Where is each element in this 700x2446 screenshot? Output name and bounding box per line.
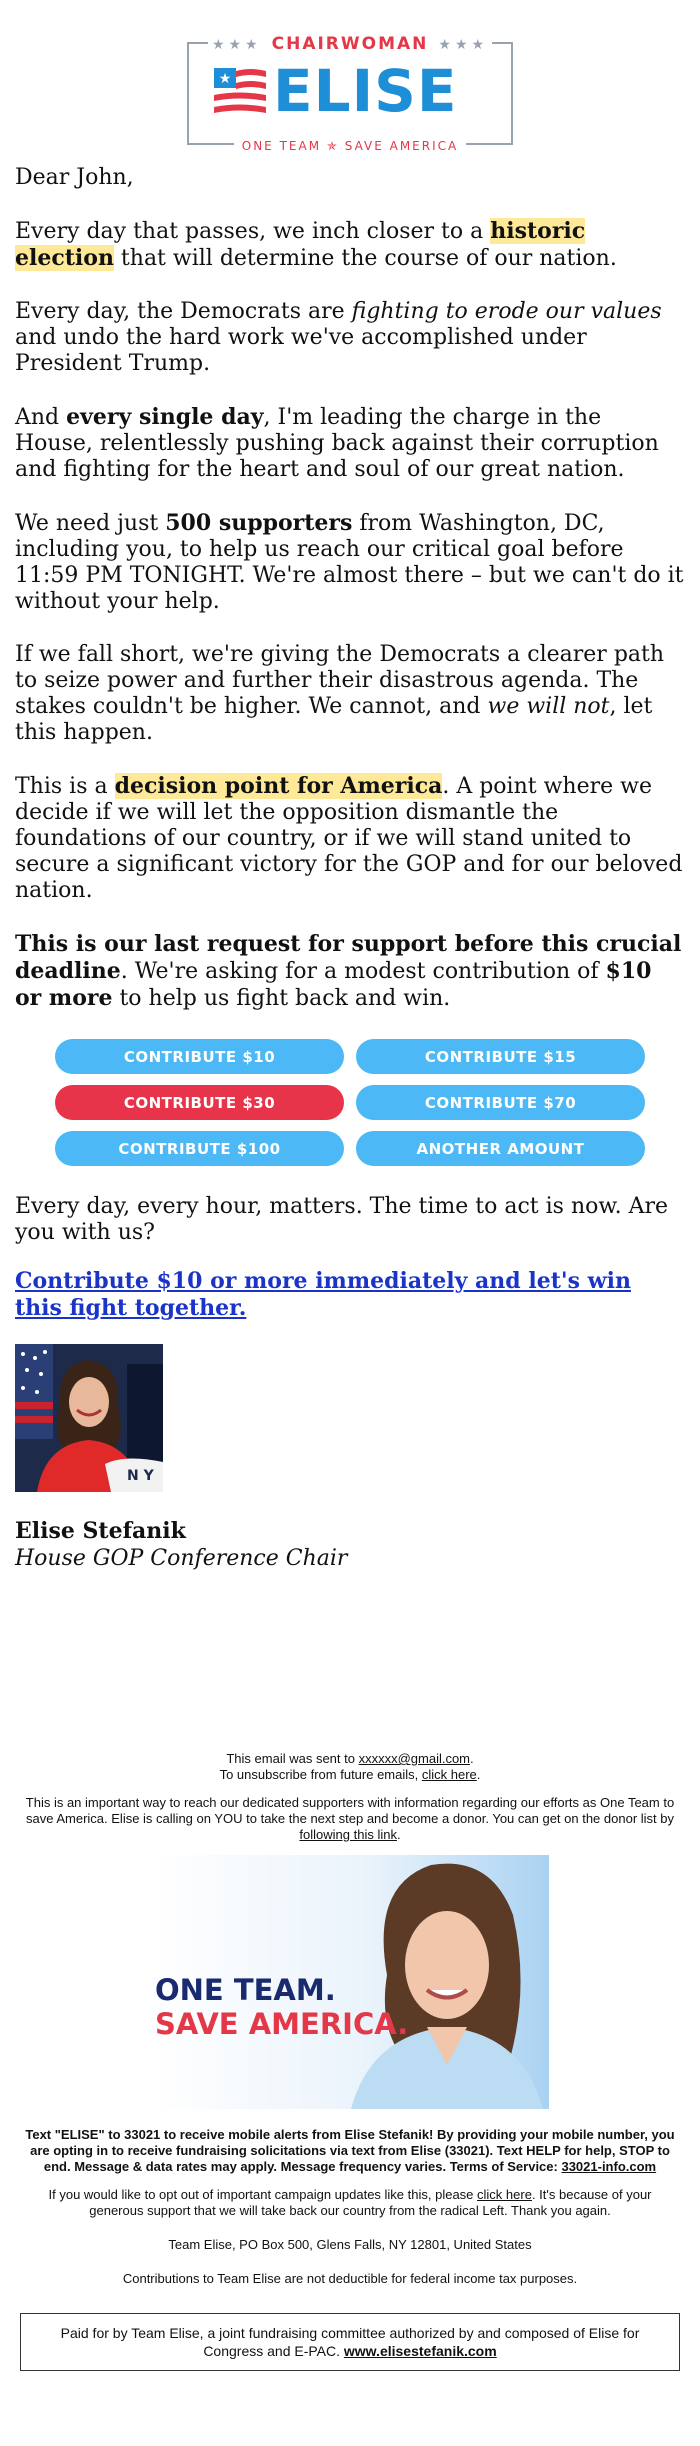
candidate-photo <box>15 1344 163 1492</box>
optout-link[interactable]: click here <box>477 2187 532 2202</box>
star-icons-left: ★★★ <box>208 37 266 53</box>
mailing-address: Team Elise, PO Box 500, Glens Falls, NY 12801, United States <box>168 2237 532 2252</box>
paragraph-8: Every day, every hour, matters. The time to act is now. Are you with us? <box>15 1194 669 1245</box>
contribute-70-button[interactable]: CONTRIBUTE $70 <box>356 1085 645 1120</box>
contribute-30-button[interactable]: CONTRIBUTE $30 <box>55 1085 344 1120</box>
paid-for-box: Paid for by Team Elise, a joint fundraising committee authorized by and composed of Elise for Congress and E-PAC. www.elisestefanik.com <box>20 2313 680 2371</box>
greeting: Dear John, <box>15 165 134 190</box>
svg-text:N Y: N Y <box>127 1468 154 1484</box>
contribute-15-button[interactable]: CONTRIBUTE $15 <box>356 1039 645 1074</box>
banner-line-2: SAVE AMERICA. <box>155 2007 409 2041</box>
paragraph-3: And every single day, I'm leading the charge in the House, relentlessly pushing back against their corruption and fighting for the heart and soul of our great nation. <box>15 404 659 482</box>
logo-tagline: ONE TEAM ✯ SAVE AMERICA <box>234 139 466 153</box>
contribute-link[interactable]: Contribute $10 or more immediately and let's win this fight together. <box>15 1268 631 1321</box>
recipient-email-link[interactable]: xxxxxx@gmail.com <box>358 1751 471 1766</box>
contribution-buttons <box>0 1039 700 1166</box>
highlight-historic-election: historic election <box>15 218 586 271</box>
star-icons-right: ★★★ <box>434 37 492 53</box>
unsubscribe-link[interactable]: click here <box>421 1767 477 1782</box>
paragraph-4: We need just 500 supporters from Washington, DC, including you, to help us reach our critical goal before 11:59 PM TONIGHT. We're almost there – but we can't do it without your help. <box>15 510 684 614</box>
contribute-10-button[interactable]: CONTRIBUTE $10 <box>55 1039 344 1074</box>
paragraph-1: Every day that passes, we inch closer to a historic election that will determine the course of our nation. <box>15 218 617 271</box>
sms-terms-link[interactable]: 33021-info.com <box>561 2159 657 2174</box>
flag-icon <box>214 68 266 118</box>
unsubscribe-line: To unsubscribe from future emails, click here. <box>219 1767 481 1782</box>
logo-chair-label: CHAIRWOMAN <box>266 34 435 54</box>
paragraph-7: This is our last request for support before this crucial deadline. We're asking for a modest contribution of $10 or more to help us fight back and win. <box>15 931 682 1011</box>
sms-disclaimer: Text "ELISE" to 33021 to receive mobile alerts from Elise Stefanik! By providing your mobile number, you are opting in to receive fundraising solicitations via text from Elise (33021). Text HELP for help, STOP to end. Message & data rates may apply. Message frequency varies. Terms of Service: 33021-info.com <box>25 2127 675 2174</box>
paragraph-2: Every day, the Democrats are fighting to erode our values and undo the hard work we've accomplished under President Trump. <box>15 299 662 376</box>
header <box>0 0 700 165</box>
campaign-logo[interactable] <box>187 34 513 153</box>
footer <box>0 1751 700 2371</box>
highlight-decision-point: decision point for America <box>114 773 443 799</box>
signature-name: Elise Stefanik <box>15 1518 186 1544</box>
tax-disclaimer: Contributions to Team Elise are not deductible for federal income tax purposes. <box>122 2271 578 2286</box>
sent-to-line: This email was sent to xxxxxx@gmail.com. <box>226 1751 474 1766</box>
contribute-100-button[interactable]: CONTRIBUTE $100 <box>55 1131 344 1166</box>
donor-paragraph: This is an important way to reach our dedicated supporters with information regarding our efforts as One Team to save America. Elise is calling on YOU to take the next step and become a donor. You can get on the donor list by following this link. <box>25 1795 675 1842</box>
svg-text:★: ★ <box>218 71 232 87</box>
another-amount-button[interactable]: ANOTHER AMOUNT <box>356 1131 645 1166</box>
optout-paragraph: If you would like to opt out of important campaign updates like this, please click here. It's because of your generous support that we will take back our country from the radical Left. Thank you again. <box>48 2187 652 2218</box>
paragraph-5: If we fall short, we're giving the Democrats a clearer path to seize power and further their disastrous agenda. The stakes couldn't be higher. We cannot, and we will not, let this happen. <box>15 642 665 745</box>
letter-body <box>0 165 700 1012</box>
signature-title: House GOP Conference Chair <box>15 1546 348 1571</box>
banner-line-1: ONE TEAM. <box>155 1973 336 2007</box>
one-team-banner[interactable] <box>151 1855 549 2109</box>
logo-name: ELISE <box>273 57 458 125</box>
website-link[interactable]: www.elisestefanik.com <box>343 2343 497 2359</box>
paragraph-6: This is a decision point for America. A point where we decide if we will let the opposition dismantle the foundations of our country, or if we will stand united to secure a significant victory for the GOP and for our beloved nation. <box>15 773 683 903</box>
donor-list-link[interactable]: following this link <box>299 1827 397 1842</box>
